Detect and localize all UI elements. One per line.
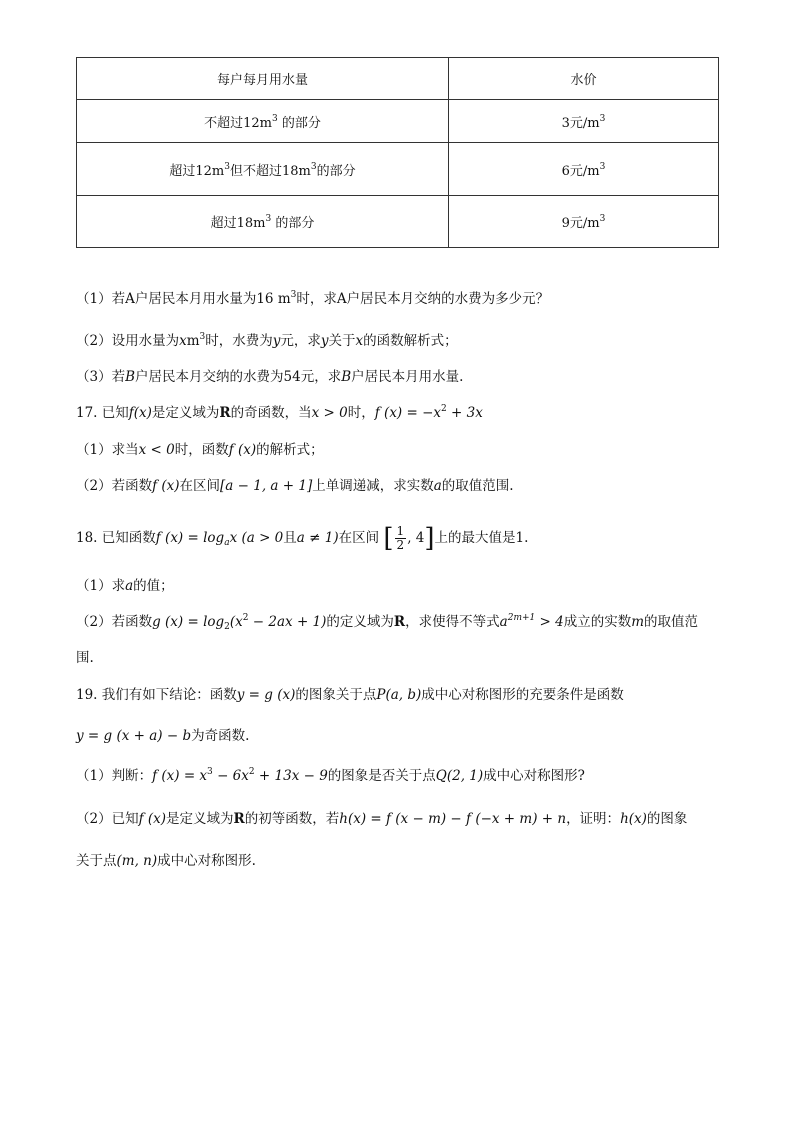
left-bracket: [ xyxy=(383,523,394,554)
usage-cell: 超过$12m^3$但不超过$18m^3$的部分 xyxy=(77,143,449,196)
q19-part2: （2）已知f (x)是定义域为R的初等函数，若h(x) = f (x − m) − f (−x + m) + n，证明：h(x)的图象 xyxy=(76,811,688,827)
q17-part1: （1）求当x < 0时，函数f (x)的解析式； xyxy=(76,442,324,458)
usage-cell: 超过$18m^3$ 的部分 xyxy=(77,196,449,248)
table-row xyxy=(77,100,719,143)
price-cell: 9元$/m^3$ xyxy=(449,196,719,248)
q19-part2-cont: 关于点(m, n)成中心对称图形. xyxy=(76,853,256,869)
right-bracket: ] xyxy=(424,523,435,554)
table-row xyxy=(77,196,719,248)
table-header-row xyxy=(77,58,719,100)
q17-part2: （2）若函数f (x)在区间[a − 1, a + 1]上单调递减，求实数a的取值范围. xyxy=(76,478,514,494)
q19-stem: 19. 我们有如下结论：函数y = g (x)的图象关于点P(a, b)成中心对称图形的充要条件是函数 xyxy=(76,687,624,703)
q16-part1: （1）若A户居民本月用水量为16 $m^3$时，求A户居民本月交纳的水费为多少元？ xyxy=(76,290,550,307)
q17-stem: 17. 已知f(x)是定义域为R的奇函数，当x > 0时，f $(x) = -x^2 + 3x$ xyxy=(76,404,483,421)
usage-cell: 不超过$12m^3$ 的部分 xyxy=(77,100,449,143)
q18-part2-cont: 围. xyxy=(76,650,94,666)
q18-part2: （2）若函数g $(x) = \log_2(x^2 - 2ax + 1)$的定义域为R，求使得不等式$a^{2m+1} > 4$成立的实数m的取值范 xyxy=(76,613,699,632)
header-usage: 每户每月用水量 xyxy=(77,58,449,100)
water-price-table xyxy=(76,57,719,248)
q18-stem: 18. 已知函数f $(x) = \log_ax$ (a > 0且a ≠ 1)在区间 [ $\frac{1}{2}$ , 4]上的最大值是1. xyxy=(76,523,529,554)
q18-part1: （1）求a的值； xyxy=(76,578,174,594)
header-price: 水价 xyxy=(449,58,719,100)
price-cell: 3元$/m^3$ xyxy=(449,100,719,143)
q19-part1: （1）判断：f $(x) = x^3 - 6x^2 + 13x - 9$的图象是否关于点Q(2, 1)成中心对称图形? xyxy=(76,767,585,784)
fraction-one-half: $\frac{1}{2}$ xyxy=(396,524,405,552)
price-cell: 6元$/m^3$ xyxy=(449,143,719,196)
table-row xyxy=(77,143,719,196)
q16-part2: （2）设用水量为$xm^3$时，水费为y元，求y关于x的函数解析式； xyxy=(76,332,458,349)
q19-stem-cont: y = g (x + a) − b为奇函数. xyxy=(76,728,250,744)
q16-part3: （3）若B户居民本月交纳的水费为54元，求B户居民本月用水量. xyxy=(76,369,464,385)
